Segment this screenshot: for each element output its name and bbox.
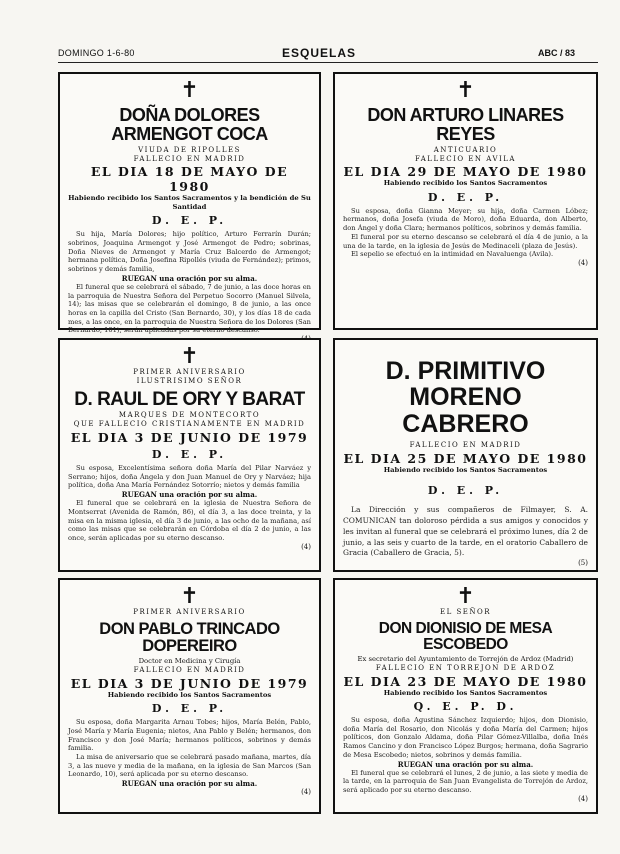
notice-ref: (4) (578, 258, 588, 267)
header-rule (58, 62, 598, 63)
notice-prayer: RUEGAN una oración por su alma. (397, 759, 534, 769)
notice-subtitle: MARQUES DE MONTECORTO (118, 411, 261, 420)
notice-trincado (58, 578, 321, 814)
deceased-name: D. RAUL DE ORY Y BARAT (74, 388, 305, 410)
notice-date: EL DIA 3 DE JUNIO DE 1979 (70, 675, 309, 691)
notice-prayer: RUEGAN una oración por su alma. (121, 490, 258, 500)
deceased-name: DON PABLO TRINCADO DOPEREIRO (99, 619, 280, 656)
header-date: DOMINGO 1-6-80 (58, 48, 135, 58)
notice-family: Su esposa, Excelentísima señora doña María del Pilar Narváez y Serrano; hijos, doña Ángela y don Juan Manuel de Ory y Narváez; hija política, doña Ana María Fernández Sotorrío; nietos y demás familia (68, 463, 311, 490)
deceased-name: DOÑA DOLORES ARMENGOT COCA (111, 105, 268, 144)
notice-rip: D. E. P. (427, 190, 504, 204)
notice-rip: D. E. P. (151, 214, 228, 228)
notice-honorific: EL SEÑOR (439, 608, 492, 616)
notice-place: QUE FALLECIO CRISTIANAMENTE EN MADRID (73, 420, 306, 429)
cross-icon: ✝ (180, 78, 199, 103)
notice-prayer: RUEGAN una oración por su alma. (121, 273, 258, 283)
notice-subtitle: Ex secretario del Ayuntamiento de Torrejón de Ardoz (Madrid) (357, 655, 574, 664)
notice-sacraments: Habiendo recibido los Santos Sacramentos (383, 688, 548, 697)
notice-prayer: RUEGAN una oración por su alma. (121, 779, 258, 789)
deceased-name: DON DIONISIO DE MESA ESCOBEDO (378, 619, 553, 654)
notice-sacraments: Habiendo recibido los Santos Sacramentos (107, 690, 272, 699)
notice-subtitle: ANTICUARIO (433, 145, 498, 154)
notice-honorific: ILUSTRISIMO SEÑOR (136, 376, 243, 385)
notice-rip: D. E. P. (151, 447, 228, 461)
notice-ory (58, 338, 321, 572)
notice-date: EL DIA 23 DE MAYO DE 1980 (343, 673, 588, 689)
notice-burial: El sepelio se efectuó en la intimidad en Navaluenga (Avila). (351, 250, 554, 259)
notice-sacraments: Habiendo recibido los Santos Sacramentos y la bendición de Su Santidad (68, 194, 311, 211)
page-header (0, 0, 620, 62)
notice-date: EL DIA 3 DE JUNIO DE 1979 (70, 429, 309, 445)
notice-family: Su esposa, doña Gianna Meyer; su hija, doña Carmen Lóbez; hermanos, doña Josefa (viuda de Moro), doña Eduarda, don Alberto, don Ángel y doña Clara; hermanos políticos, sobrinos y demás familia. (343, 206, 588, 233)
notice-service: El funeral que se celebrará el sábado, 7 de junio, a las doce horas en la parroquia de Nuestra Señora del Perpetuo Socorro (Manuel Silvela, 14); las misas que se celebrarán el domingo, 8 de junio, a las once horas en la capilla del Cristo (San Bernardo, 30), y los días 18 de cada mes, a las once, en la parroquia de Nuestra Señora de los Dolores (San Bernardo, 101), serán aplicadas por su eterno descanso. (68, 282, 311, 335)
notice-rip: D. E. P. (427, 483, 504, 497)
notice-family: Su esposa, doña Agustina Sánchez Izquierdo; hijos, don Dionisio, doña María del Rosario, don Nicolás y doña María del Carmen; hijos políticos, don Gonzalo Aldama, doña Pilar Gómez-Villalba, doña Inés Ramos Cancino y don Francisco López Burgos; hermana, doña Sagrario de Mesa Escobedo; nietos, sobrinos y demás familia. (343, 716, 588, 759)
notice-service: El funeral que se celebrará en la iglesia de Nuestra Señora de Montserrat (Avenida de Ramón, 86), el día 3, a las doce treinta, y la misa en la misma iglesia, el día 3 de junio, a las ocho de la mañana, así como las misas que se celebrarán en Córdoba el día 2 de junio, a las once, serán aplicadas por su eterno descanso. (68, 499, 311, 542)
notice-subtitle: Doctor en Medicina y Cirugía (138, 657, 241, 666)
notice-armengot (58, 72, 321, 335)
notice-ref: (4) (301, 542, 311, 551)
notice-service: La misa de aniversario que se celebrará pasado mañana, martes, día 3, a las nueve y media de la mañana, en la iglesia de San Marcos (San Leonardo, 10), será aplicada por su eterno descanso. (68, 752, 311, 779)
notice-rip: Q. E. P. D. (413, 700, 518, 713)
notice-place: FALLECIO EN MADRID (133, 665, 246, 674)
notice-service: El funeral que se celebrará el lunes, 2 de junio, a las siete y media de la tarde, en la parroquia de San Juan Evangelista de Torrejón de Ardoz, será aplicado por su eterno descanso. (343, 768, 588, 795)
notice-family: Su esposa, doña Margarita Arnau Tobes; hijos, María Belén, Pablo, José María y María Eugenia; nietos, Ana Pablo y Belén; hermanos, don Francisco y don José María; hermanos políticos, sobrinos y demás familia. (68, 718, 311, 753)
notice-date: EL DIA 18 DE MAYO DE 1980 (90, 164, 289, 195)
deceased-name: DON ARTURO LINARES REYES (367, 105, 564, 144)
notice-ref: (4) (578, 794, 588, 803)
notice-linares (333, 72, 598, 330)
notice-anniversary: PRIMER ANIVERSARIO (133, 368, 246, 376)
notice-place: FALLECIO EN MADRID (133, 154, 246, 163)
notice-moreno (333, 338, 598, 572)
notice-ref: (5) (578, 559, 588, 568)
notice-family: La Dirección y sus compañeros de Filmayer, S. A. COMUNICAN tan doloroso pérdida a sus amigos y conocidos y les invitan al funeral que se celebrará el próximo lunes, día 2 de junio, a las seis y cuarto de la tarde, en el oratorio Caballero de Gracia (Caballero de Gracia, 5). (343, 504, 588, 558)
cross-icon: ✝ (456, 78, 475, 103)
notice-sacraments: Habiendo recibido los Santos Sacramentos (383, 465, 548, 474)
notice-rip: D. E. P. (151, 702, 228, 716)
notice-family: Su hija, María Dolores; hijo político, Arturo Ferrarín Durán; sobrinos, Joaquina Armengot y José Armengot de Pedro; sobrinas, Doña Nieves de Armengot y María Cruz Balcerdo de Armengot; hermana política, Doña Josefina Ripollés (viuda de Fernández); primos, sobrinos y demás familia, (68, 230, 311, 274)
notice-mesa (333, 578, 598, 814)
notice-place: FALLECIO EN TORREJON DE ARDOZ (375, 663, 556, 672)
cross-icon: ✝ (180, 344, 199, 369)
notice-anniversary: PRIMER ANIVERSARIO (133, 608, 246, 616)
section-title: ESQUELAS (282, 46, 357, 60)
cross-icon: ✝ (180, 584, 199, 609)
notice-place: FALLECIO EN AVILA (415, 154, 516, 163)
notice-ref: (4) (301, 788, 311, 797)
deceased-name: D. PRIMITIVO MORENO CABRERO (385, 357, 546, 438)
cross-icon: ✝ (456, 584, 475, 609)
notice-date: EL DIA 25 DE MAYO DE 1980 (343, 450, 588, 466)
notice-sacraments: Habiendo recibido los Santos Sacramentos (383, 179, 548, 188)
page-number: ABC / 83 (538, 48, 576, 58)
notice-service: El funeral por su eterno descanso se celebrará el día 4 de junio, a la una de la tarde, en la iglesia de Jesús de Medinaceli (plaza de Jesús). (343, 232, 588, 250)
notice-subtitle: VIUDA DE RIPOLLES (138, 145, 241, 154)
notice-date: EL DIA 29 DE MAYO DE 1980 (343, 164, 588, 180)
notice-place: FALLECIO EN MADRID (409, 440, 522, 449)
